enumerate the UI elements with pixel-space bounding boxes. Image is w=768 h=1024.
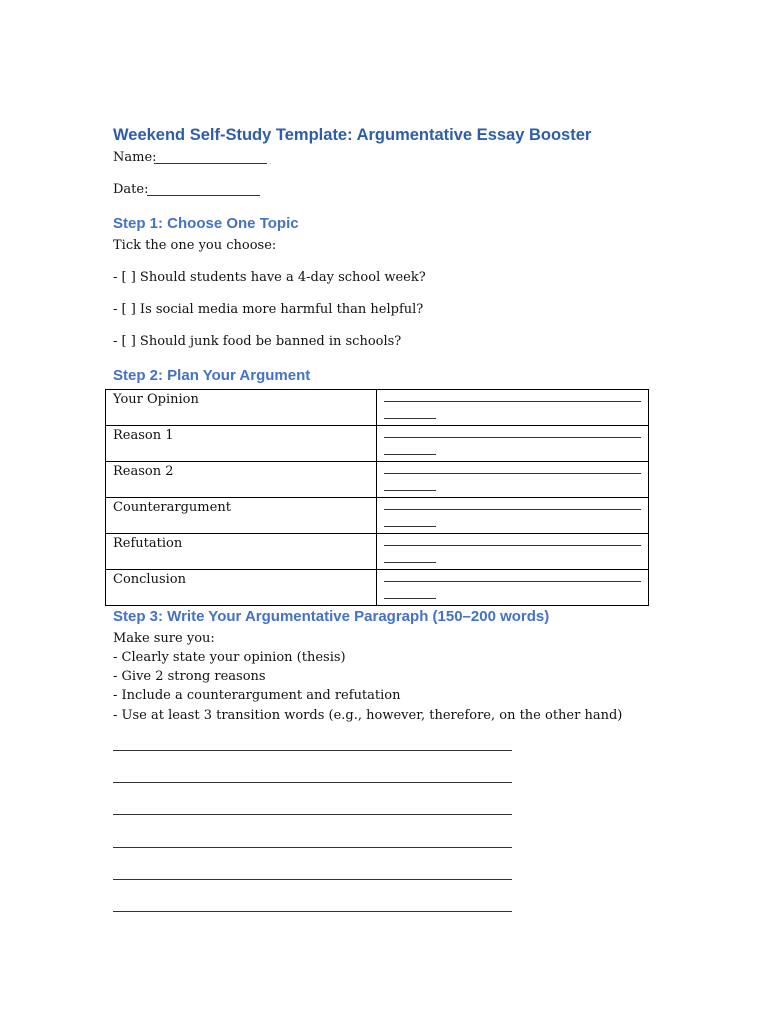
argument-plan-table [105, 389, 649, 606]
row-label-counterargument: Counterargument [106, 498, 377, 534]
table-row [106, 498, 649, 534]
table-row [106, 462, 649, 498]
answer-cell[interactable] [377, 426, 649, 462]
row-label-reason-1: Reason 1 [106, 426, 377, 462]
row-label-refutation: Refutation [106, 534, 377, 570]
row-label-reason-2: Reason 2 [106, 462, 377, 498]
table-row [106, 570, 649, 606]
writing-line[interactable] [113, 847, 512, 848]
answer-cell[interactable] [377, 498, 649, 534]
step2-heading: Step 2: Plan Your Argument [113, 367, 311, 384]
table-row [106, 426, 649, 462]
checklist-item: - Include a counterargument and refutation [113, 688, 401, 703]
step3-intro: Make sure you: [113, 631, 215, 646]
step3-heading: Step 3: Write Your Argumentative Paragraph (150–200 words) [113, 608, 550, 625]
step1-instruction: Tick the one you choose: [113, 238, 277, 253]
writing-line[interactable] [113, 879, 512, 880]
writing-line[interactable] [113, 814, 512, 815]
date-field-label: Date: [113, 182, 149, 197]
step1-heading: Step 1: Choose One Topic [113, 215, 299, 232]
name-field-blank[interactable] [154, 163, 267, 164]
answer-cell[interactable] [377, 570, 649, 606]
answer-cell[interactable] [377, 462, 649, 498]
table-row [106, 534, 649, 570]
row-label-conclusion: Conclusion [106, 570, 377, 606]
topic-option[interactable]: - [ ] Is social media more harmful than helpful? [113, 302, 424, 317]
checklist-item: - Use at least 3 transition words (e.g., however, therefore, on the other hand) [113, 708, 623, 723]
row-label-your-opinion: Your Opinion [106, 390, 377, 426]
writing-line[interactable] [113, 750, 512, 751]
topic-option[interactable]: - [ ] Should students have a 4-day school week? [113, 270, 426, 285]
topic-option[interactable]: - [ ] Should junk food be banned in schools? [113, 334, 402, 349]
checklist-item: - Clearly state your opinion (thesis) [113, 650, 346, 665]
writing-line[interactable] [113, 782, 512, 783]
answer-cell[interactable] [377, 390, 649, 426]
checklist-item: - Give 2 strong reasons [113, 669, 266, 684]
answer-cell[interactable] [377, 534, 649, 570]
document-title: Weekend Self-Study Template: Argumentative Essay Booster [113, 126, 592, 144]
writing-line[interactable] [113, 911, 512, 912]
table-row [106, 390, 649, 426]
date-field-blank[interactable] [147, 195, 260, 196]
name-field-label: Name: [113, 150, 157, 165]
